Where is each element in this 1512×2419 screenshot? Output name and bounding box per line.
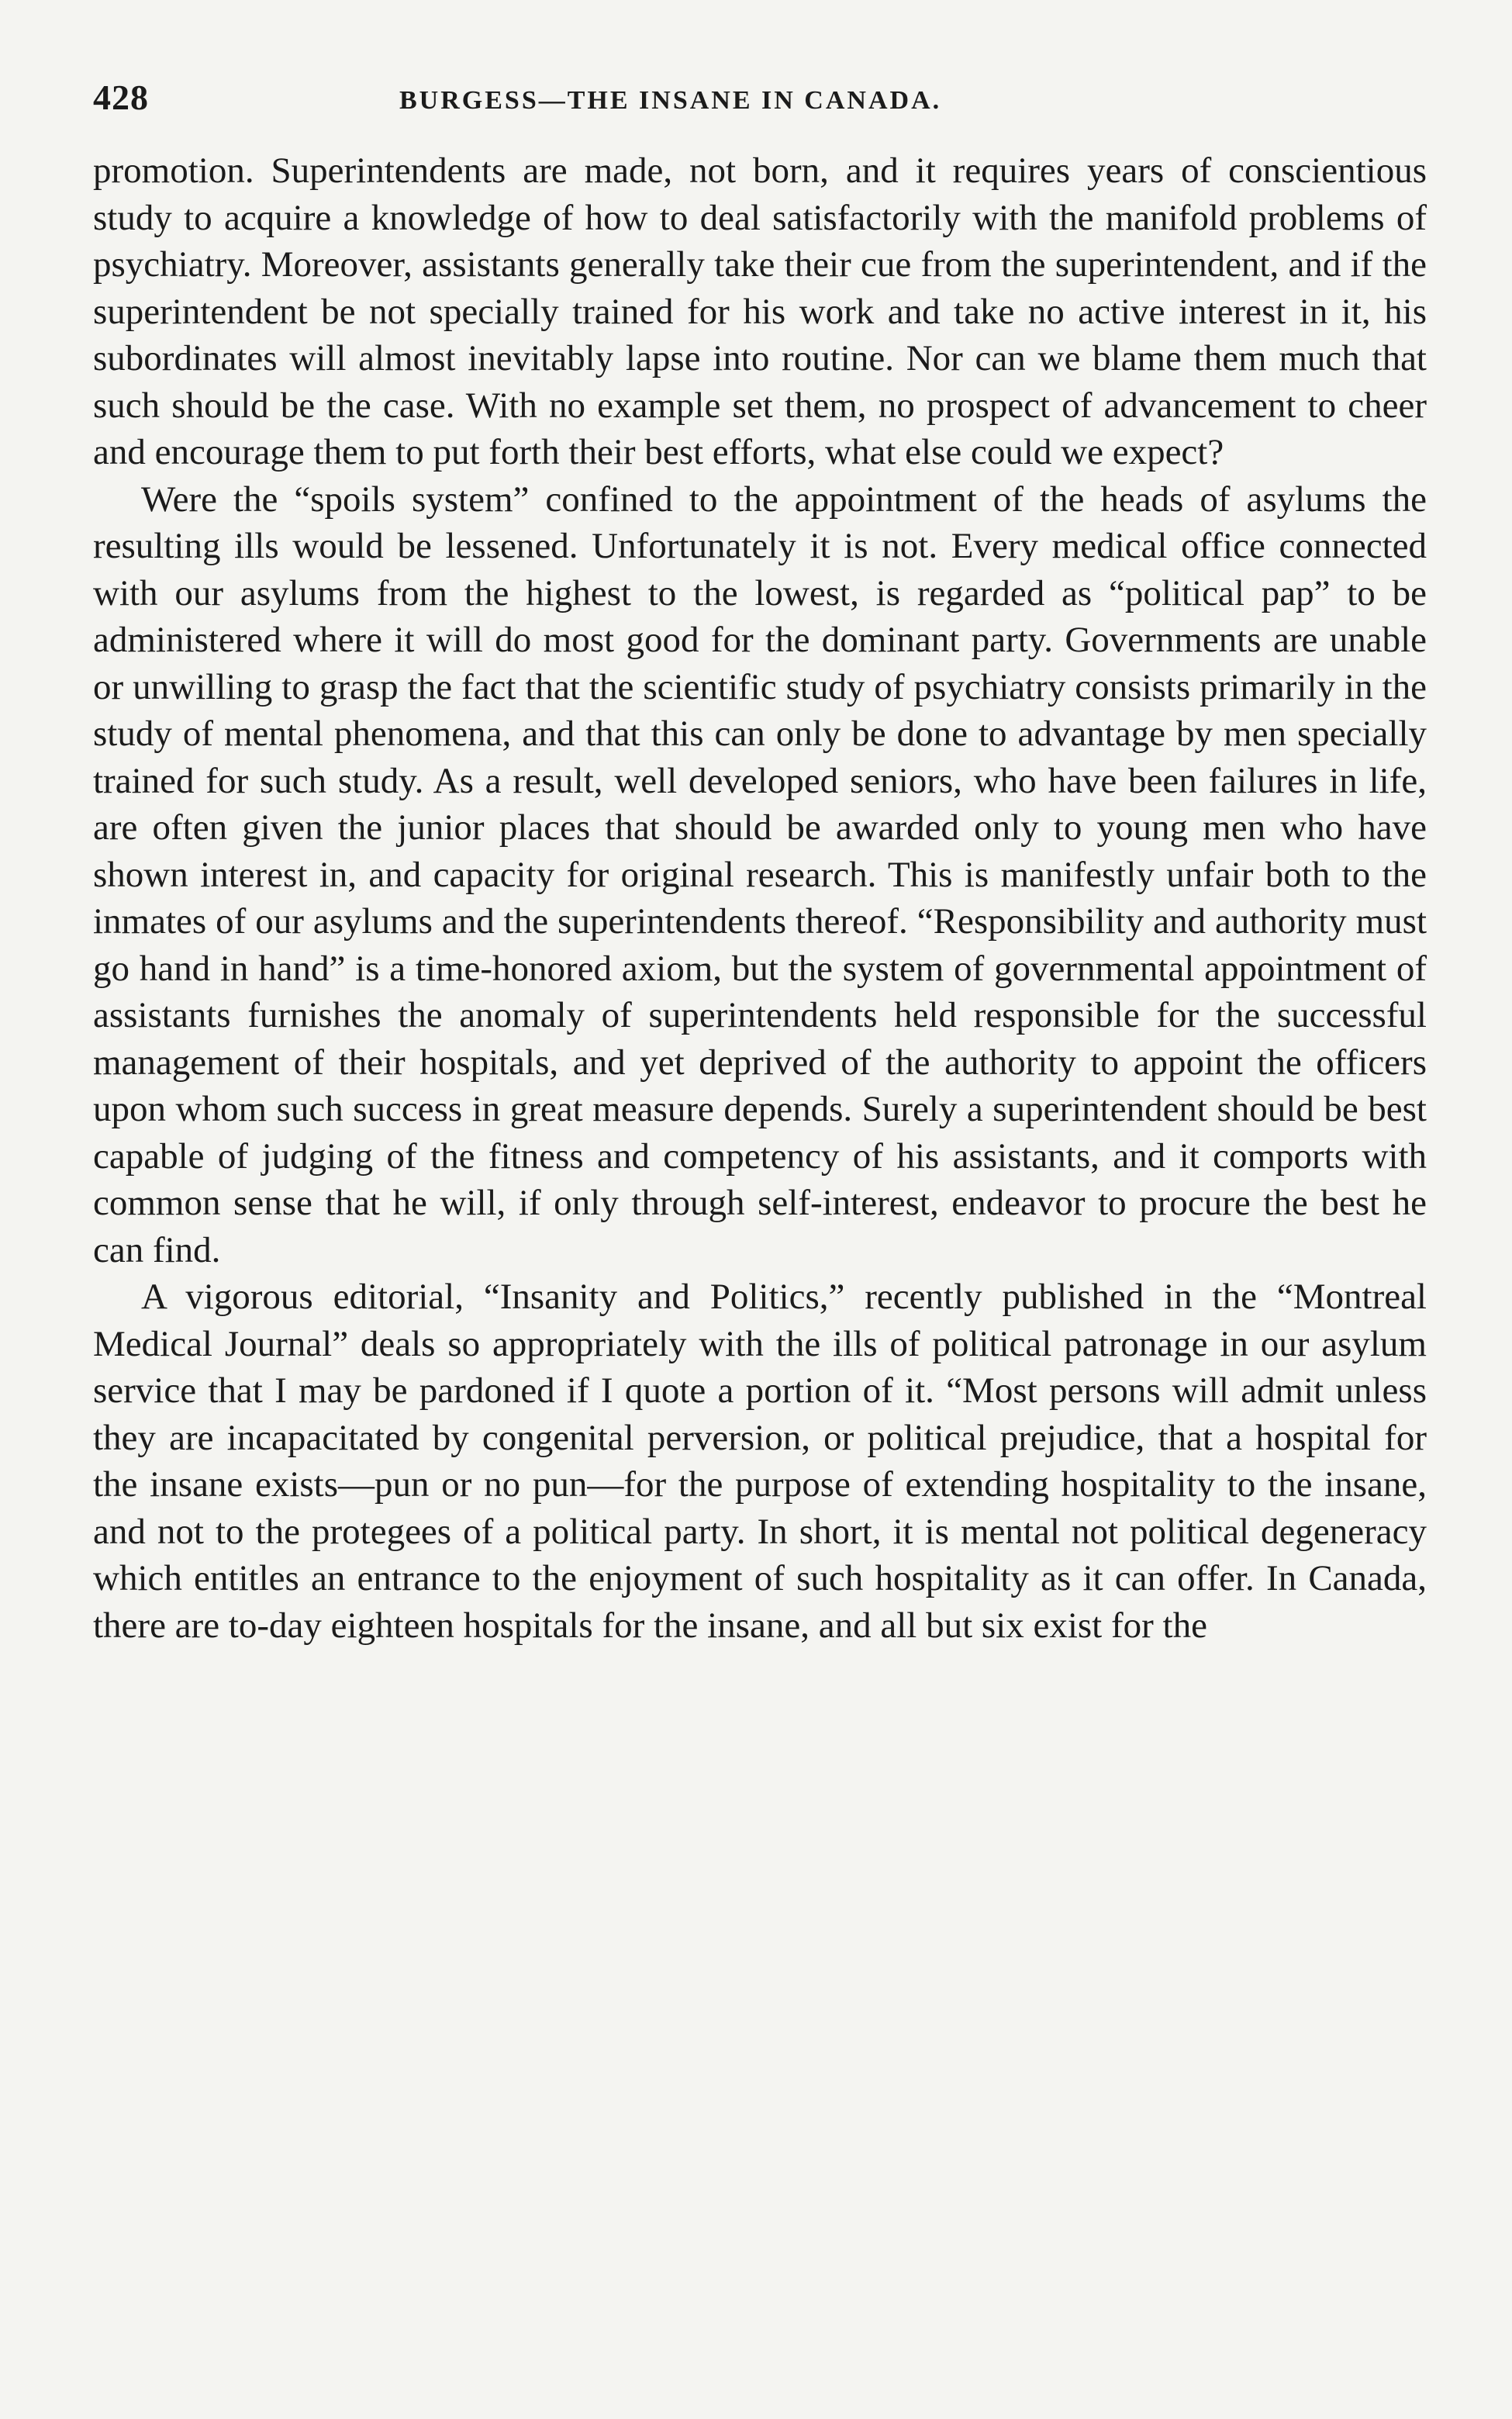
page-number: 428 bbox=[93, 78, 149, 117]
book-page bbox=[93, 78, 1427, 2373]
paragraph-promotion: promotion. Superintendents are made, not born, and it requires years of conscientious study to acquire a knowledge of how to deal satisfactorily with the manifold problems of psychiatry. Moreover, assistants generally take their cue from the superintendent, and if the superintendent be not specially trained for his work and take no active interest in it, his subordinates will almost inevitably lapse into routine. Nor can we blame them much that such should be the case. With no example set them, no prospect of advancement to cheer and encourage them to put forth their best efforts, what else could we expect? bbox=[93, 150, 1427, 472]
paragraph-editorial: A vigorous editorial, “Insanity and Politics,” recently published in the “Montreal Medical Journal” deals so appropriately with the ills of political patronage in our asylum service that I may be pardoned if I quote a portion of it. “Most persons will admit unless they are incapacitated by congenital perversion, or political prejudice, that a hospital for the insane exists—pun or no pun—for the purpose of extending hospitality to the insane, and not to the protegees of a political party. In short, it is mental not political degeneracy which entitles an entrance to the enjoyment of such hospitality as it can offer. In Canada, there are to-day eighteen hospitals for the insane, and all but six exist for the bbox=[93, 1277, 1427, 1646]
body-text bbox=[93, 147, 1427, 1649]
paragraph-spoils-system: Were the “spoils system” confined to the appointment of the heads of asylums the resulting ills would be lessened. Unfortunately it is not. Every medical office connected with our asylums from the highest to the lowest, is regarded as “political pap” to be administered where it will do most good for the dominant party. Governments are unable or unwilling to grasp the fact that the scientific study of psychiatry consists primarily in the study of mental phenomena, and that this can only be done to advantage by men specially trained for such study. As a result, well developed seniors, who have been failures in life, are often given the junior places that should be awarded only to young men who have shown interest in, and capacity for original research. This is manifestly unfair both to the inmates of our asylums and the superintendents thereof. “Responsibility and authority must go hand in hand” is a time-honored axiom, but the system of governmental appointment of assistants furnishes the anomaly of superintendents held responsible for the successful management of their hospitals, and yet deprived of the authority to appoint the officers upon whom such success in great measure depends. Surely a superintendent should be best capable of judging of the fitness and competency of his assistants, and it comports with common sense that he will, if only through self-interest, endeavor to procure the best he can find. bbox=[93, 479, 1427, 1270]
running-head bbox=[93, 78, 1427, 137]
running-title: BURGESS—THE INSANE IN CANADA. bbox=[399, 86, 942, 115]
